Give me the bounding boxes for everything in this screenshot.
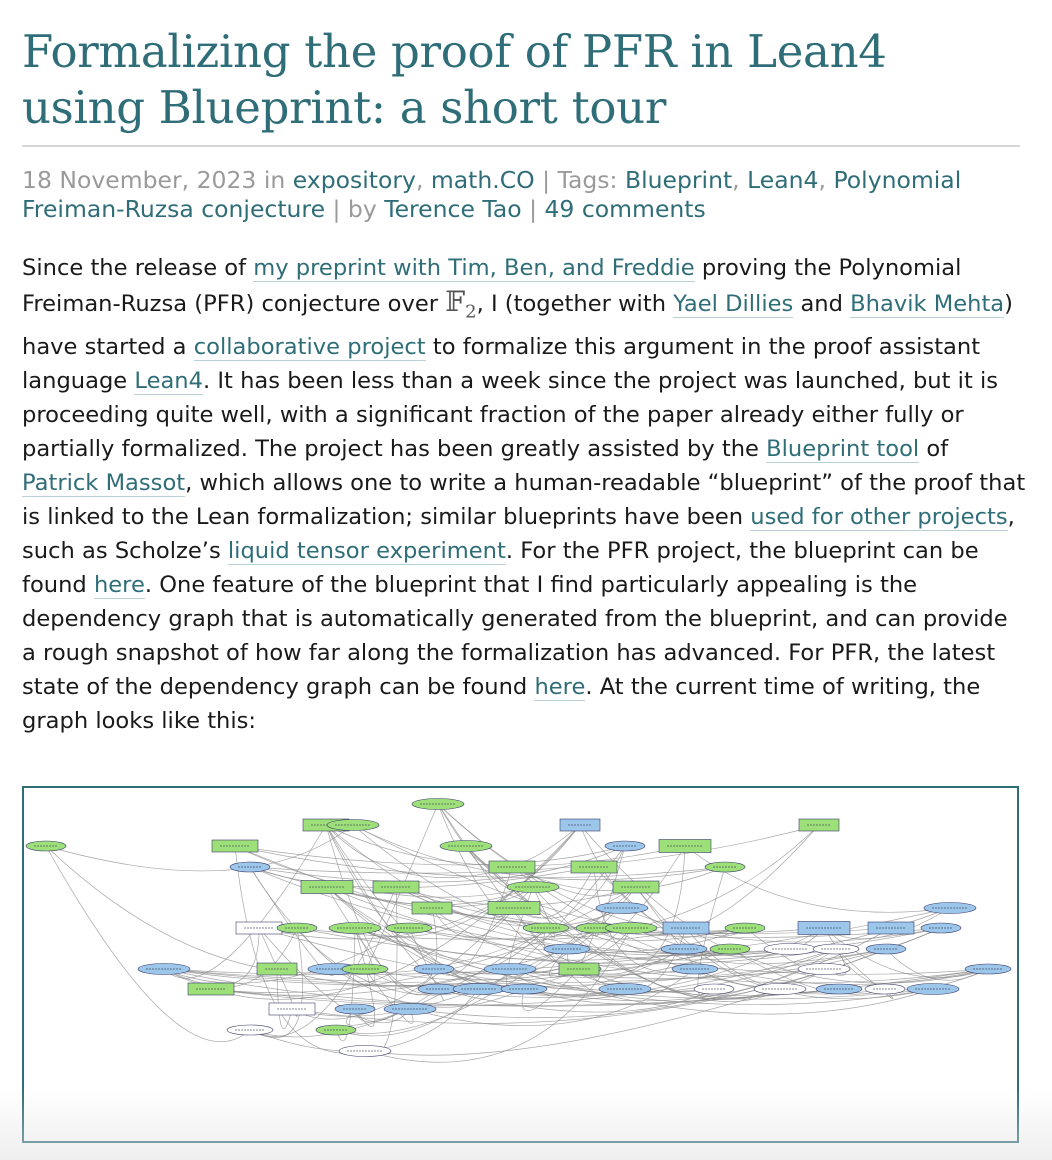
dependency-graph-svg <box>24 788 1017 1141</box>
post-date: 18 November, 2023 <box>22 166 257 194</box>
graph-edge <box>235 846 625 865</box>
post-body-paragraph: Since the release of my preprint with Tim, Ben, and Freddie proving the Polynomial Freiman-Ruzsa (PFR) conjecture over 𝔽$_2$, I (together with Yael Dillies and Bhavik Mehta) have started a collaborative project to formalize this argument in the proof assistant language Lean4. It has been less than a week since the project was launched, but it is proceeding quite well, with a significant fraction of the paper already either fully or partially formalized. The project has been greatly assisted by the Blueprint tool of Patrick Massot, which allows one to write a human-readable “blueprint” of the proof that is linked to the Lean formalization; similar blueprints have been used for other projects, such as Scholze’s liquid tensor experiment. For the PFR project, the blueprint can be found here. One feature of the blueprint that I find particularly appealing is the dependency graph that is automatically generated from the blueprint, and can provide a rough snapshot of how far along the formalization has advanced. For PFR, the latest state of the dependency graph can be found here. At the current time of writing, the graph looks like this: <box>22 255 1026 734</box>
dependency-graph-image[interactable] <box>22 786 1019 1143</box>
author-link[interactable]: Terence Tao <box>384 195 522 223</box>
tag-link-pfr[interactable]: Polynomial Freiman-Ruzsa conjecture <box>22 166 962 223</box>
liquid-tensor-link[interactable]: liquid tensor experiment <box>227 537 506 564</box>
graph-edge <box>250 989 479 1051</box>
graph-edge <box>46 846 365 973</box>
yael-dillies-link[interactable]: Yael Dillies <box>673 291 794 317</box>
graph-edge <box>250 928 303 1038</box>
patrick-massot-link[interactable]: Patrick Massot <box>22 469 186 496</box>
graph-edge <box>636 887 839 993</box>
bhavik-mehta-link[interactable]: Bhavik Mehta <box>850 291 1005 317</box>
graph-edge <box>46 846 250 1042</box>
comments-link[interactable]: 49 comments <box>544 195 706 223</box>
lean4-link[interactable]: Lean4 <box>134 367 204 394</box>
dependency-graph-here-link[interactable]: here <box>534 673 586 700</box>
tag-link-lean4[interactable]: Lean4 <box>747 166 819 194</box>
other-projects-link[interactable]: used for other projects <box>750 503 1008 530</box>
graph-edge <box>685 846 950 912</box>
blueprint-tool-link[interactable]: Blueprint tool <box>766 435 920 462</box>
post-title: Formalizing the proof of PFR in Lean4 using Blueprint: a short tour <box>22 25 887 134</box>
title-divider <box>22 145 1020 147</box>
category-link-expository[interactable]: expository <box>292 166 416 194</box>
post-meta: 18 November, 2023 in expository, math.CO | Tags: Blueprint, Lean4, Polynomial Freiman-Ruzsa conjecture | by Terence Tao | 49 comments <box>22 166 962 223</box>
category-link-math-co[interactable]: math.CO <box>430 166 535 194</box>
blueprint-here-link[interactable]: here <box>93 571 145 598</box>
collaborative-project-link[interactable]: collaborative project <box>193 333 426 360</box>
f2-symbol: 𝔽$_2$ <box>445 285 477 323</box>
preprint-link[interactable]: my preprint with Tim, Ben, and Freddie <box>253 255 695 281</box>
tag-link-blueprint[interactable]: Blueprint <box>624 166 733 194</box>
graph-edge <box>46 825 353 871</box>
